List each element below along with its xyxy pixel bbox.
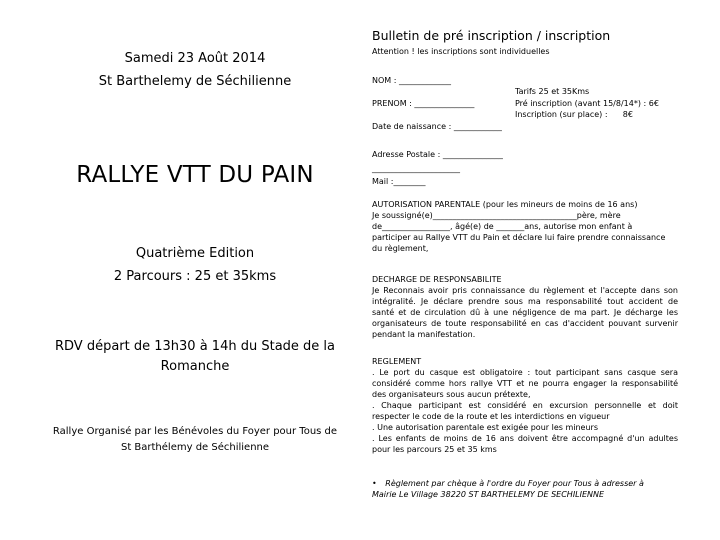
bullet-icon: • — [372, 479, 377, 488]
reglement-title: REGLEMENT — [372, 357, 422, 366]
event-date-block — [40, 47, 350, 93]
parcours-label: 2 Parcours : 25 et 35kms — [113, 269, 277, 284]
attention-note: Attention ! les inscriptions sont individuelles — [372, 47, 550, 56]
decharge-text: Je Reconnais avoir pris connaissance du règlement et l'accepte dans son intégralité. Je déclare prendre sous ma responsabilité tout accident de santé et de circulation dû à une négligence de ma part. Je décharge les organisateurs de toute responsabilité en cas d'accident pouvant survenir pendant la manifestation. — [372, 286, 678, 339]
naissance-field: Date de naissance : ____________ — [372, 122, 502, 131]
tarif-inscription: Inscription (sur place) : 8€ — [515, 110, 633, 119]
form-heading: Bulletin de pré inscription / inscription — [372, 28, 611, 43]
tarif-preinscription: Pré inscription (avant 15/8/14*) : 6€ — [515, 98, 659, 108]
autorisation-line-2: de_________________, âgé(e) de _______ans, autorise mon enfant à — [372, 222, 633, 231]
organiser-line-2: St Barthélemy de Séchilienne — [120, 442, 270, 453]
edition-label: Quatrième Edition — [135, 246, 255, 261]
event-title: RALLYE VTT DU PAIN — [76, 162, 314, 188]
autorisation-line-4: du règlement, — [372, 244, 429, 253]
prenom-field: PRENOM : _______________ — [372, 99, 475, 108]
organiser-line-1: Rallye Organisé par les Bénévoles du Foyer pour Tous de — [52, 426, 338, 437]
reglement-item: . Le port du casque est obligatoire : tout participant sans casque sera considéré comme hors rallye VTT et ne pourra engager la responsabilité des organisateurs sous aucun prétexte, — [372, 368, 678, 399]
decharge-title: DECHARGE DE RESPONSABILITE — [372, 275, 502, 284]
reglement-section — [372, 356, 678, 455]
payment-line-2: Mairie Le Village 38220 ST BARTHELEMY DE SECHILIENNE — [372, 490, 605, 499]
rdv-text: RDV départ de 13h30 à 14h du Stade de la Romanche — [54, 339, 335, 374]
decharge-section — [372, 274, 678, 340]
autorisation-title: AUTORISATION PARENTALE (pour les mineurs de moins de 16 ans) — [372, 200, 638, 209]
autorisation-line-1: Je soussigné(e)____________________________________père, mère — [372, 211, 621, 220]
reglement-item: . Les enfants de moins de 16 ans doivent être accompagné d'un adultes pour les parcours 25 et 35 kms — [372, 434, 678, 454]
autorisation-line-3: participer au Rallye VTT du Pain et déclare lui faire prendre connaissance — [372, 233, 666, 242]
reglement-item: . Chaque participant est considéré en excursion personnelle et doit respecter le code de la route et les interdictions en vigueur — [372, 401, 678, 421]
payment-section — [372, 478, 678, 500]
mail-field: Mail :________ — [372, 177, 426, 186]
payment-text: Règlement par chèque à l'ordre du Foyer pour Tous à adresser à — [385, 479, 644, 488]
autorisation-section — [372, 199, 678, 254]
edition-block — [40, 242, 350, 288]
tarifs-title: Tarifs 25 et 35Kms — [515, 87, 590, 96]
event-date: Samedi 23 Août 2014 — [124, 51, 266, 66]
nom-field: NOM : _____________ — [372, 76, 451, 85]
adresse-field-line-2: ______________________ — [372, 164, 460, 173]
adresse-field: Adresse Postale : _______________ — [372, 150, 503, 159]
organiser-block — [40, 424, 350, 456]
reglement-item: . Une autorisation parentale est exigée pour les mineurs — [372, 423, 598, 432]
payment-line-1 — [372, 478, 678, 489]
event-place: St Barthelemy de Séchilienne — [98, 74, 292, 89]
